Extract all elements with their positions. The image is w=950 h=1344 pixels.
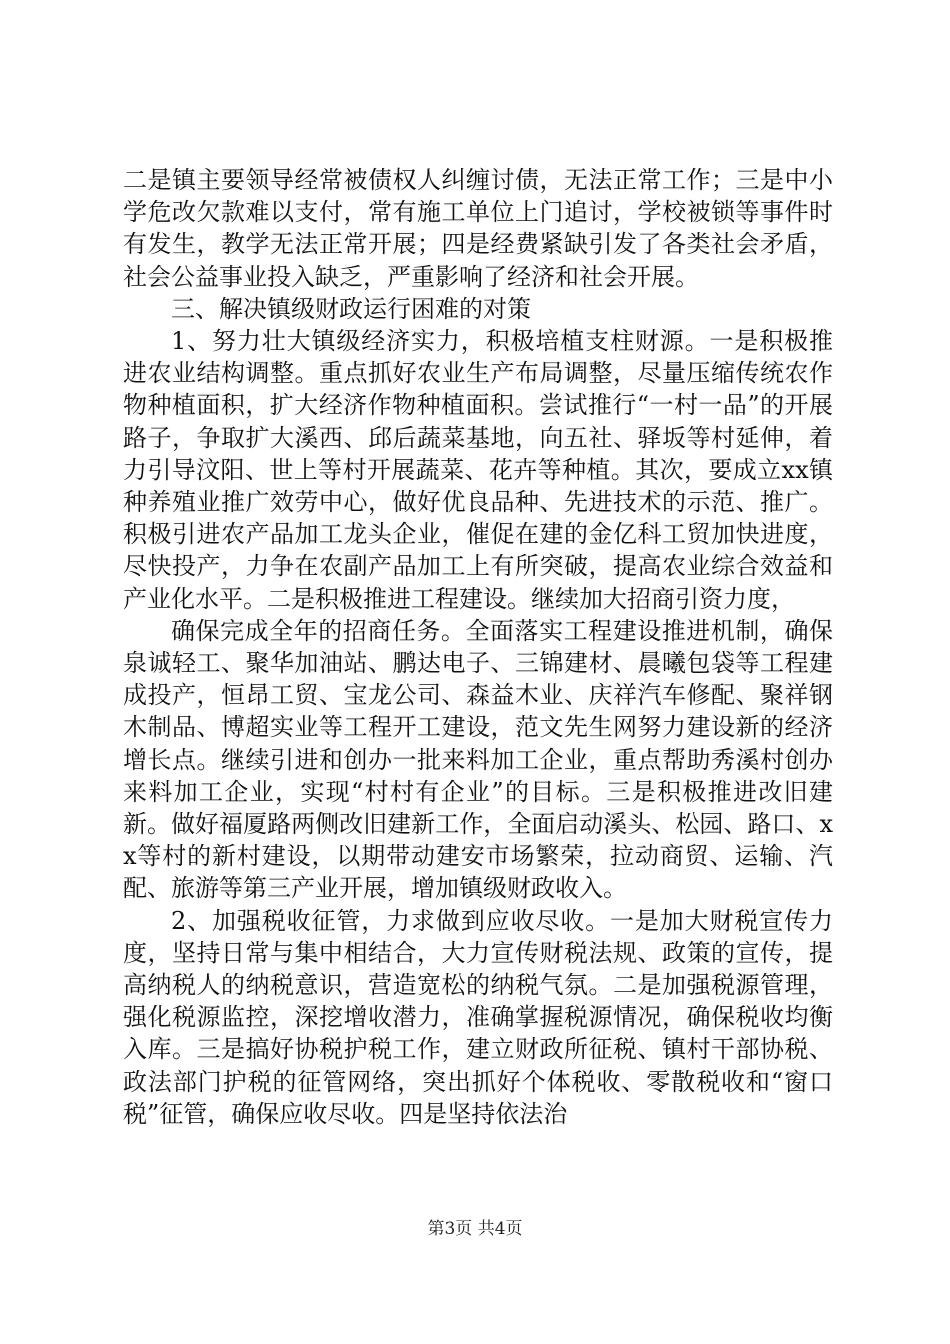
paragraph-investment: 确保完成全年的招商任务。全面落实工程建设推进机制，确保泉诚轻工、聚华加油站、鹏达电子、三锦建材、晨曦包袋等工程建成投产，恒昂工贸、宝龙公司、森益木业、庆祥汽车修配、聚祥钢木制品、博超实业等工程开工建设，范文先生网努力建设新的经济增长点。继续引进和创办一批来料加工企业，重点帮助秀溪村创办来料加工企业，实现“村村有企业”的目标。三是积极推进改旧建新。做好福厦路两侧改旧建新工作，全面启动溪头、松园、路口、xx等村的新村建设，以期带动建安市场繁荣，拉动商贸、运输、汽配、旅游等第三产业开展，增加镇级财政收入。 <box>123 616 833 903</box>
document-body <box>123 164 833 1130</box>
section-heading: 三、解决镇级财政运行困难的对策 <box>171 294 531 323</box>
paragraph-continuation: 二是镇主要领导经常被债权人纠缠讨债，无法正常工作；三是中小学危改欠款难以支付，常有施工单位上门追讨，学校被锁等事件时有发生，教学无法正常开展；四是经费紧缺引发了各类社会矛盾，社会公益事业投入缺乏，严重影响了经济和社会开展。 <box>123 166 833 291</box>
paragraph-measure-2: 2、加强税收征管，力求做到应收尽收。一是加大财税宣传力度，坚持日常与集中相结合，大力宣传财税法规、政策的宣传，提高纳税人的纳税意识，营造宽松的纳税气氛。二是加强税源管理，强化税源监控，深挖增收潜力，准确掌握税源情况，确保税收均衡入库。三是搞好协税护税工作，建立财政所征税、镇村干部协税、政法部门护税的征管网络，突出抓好个体税收、零散税收和“窗口税”征管，确保应收尽收。四是坚持依法治 <box>123 906 833 1128</box>
page-footer: 第3页 共4页 <box>427 1219 523 1239</box>
paragraph-measure-1: 1、努力壮大镇级经济实力，积极培植支柱财源。一是积极推进农业结构调整。重点抓好农业生产布局调整，尽量压缩传统农作物种植面积，扩大经济作物种植面积。尝试推行“一村一品”的开展路子，争取扩大溪西、邱后蔬菜基地，向五社、驿坂等村延伸，着力引导汶阳、世上等村开展蔬菜、花卉等种植。其次，要成立xx镇种养殖业推广效劳中心，做好优良品种、先进技术的示范、推广。积极引进农产品加工龙头企业，催促在建的金亿科工贸加快进度，尽快投产，力争在农副产品加工上有所突破，提高农业综合效益和产业化水平。二是积极推进工程建设。继续加大招商引资力度， <box>123 327 833 613</box>
